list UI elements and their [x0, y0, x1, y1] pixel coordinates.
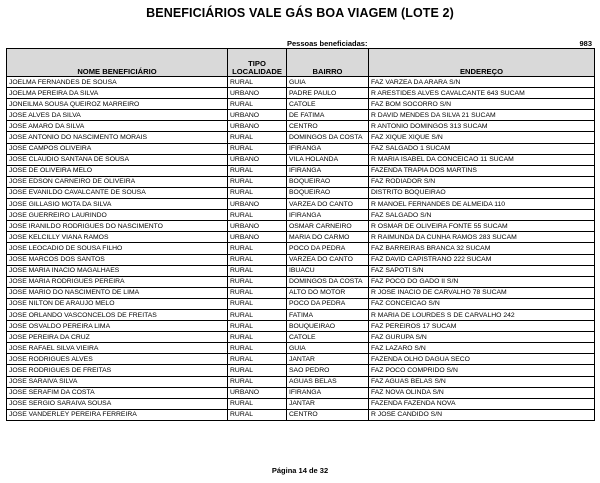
cell-neighborhood: SAO PEDRO	[287, 365, 369, 376]
table-row	[7, 88, 595, 99]
cell-neighborhood: BOQUEIRAO	[287, 187, 369, 198]
cell-name: JOSE ORLANDO VASCONCELOS DE FREITAS	[7, 309, 228, 320]
cell-neighborhood: IFIRANGA	[287, 387, 369, 398]
cell-locality: RURAL	[228, 298, 287, 309]
cell-name: JOSE CLAUDIO SANTANA DE SOUSA	[7, 154, 228, 165]
cell-locality: RURAL	[228, 254, 287, 265]
cell-locality: RURAL	[228, 309, 287, 320]
cell-address: FAZ SAPOTI S/N	[369, 265, 595, 276]
cell-address: R OSMAR DE OLIVEIRA FONTE 55 SUCAM	[369, 221, 595, 232]
table-row	[7, 332, 595, 343]
cell-name: JOELMA FERNANDES DE SOUSA	[7, 77, 228, 88]
table-row	[7, 143, 595, 154]
cell-locality: URBANO	[228, 199, 287, 210]
cell-locality: RURAL	[228, 332, 287, 343]
cell-name: JOSE SERAFIM DA COSTA	[7, 387, 228, 398]
cell-locality: RURAL	[228, 265, 287, 276]
cell-neighborhood: GUIA	[287, 343, 369, 354]
table-row	[7, 309, 595, 320]
cell-locality: URBANO	[228, 110, 287, 121]
cell-neighborhood: BOUQUEIRAO	[287, 321, 369, 332]
cell-name: JOSE RAFAEL SILVA VIEIRA	[7, 343, 228, 354]
table-row	[7, 121, 595, 132]
cell-name: JOSE AMARO DA SILVA	[7, 121, 228, 132]
cell-neighborhood: POCO DA PEDRA	[287, 298, 369, 309]
cell-locality: RURAL	[228, 287, 287, 298]
cell-address: R RAIMUNDA DA CUNHA RAMOS 283 SUCAM	[369, 232, 595, 243]
cell-name: JOSE DE OLIVEIRA MELO	[7, 165, 228, 176]
cell-locality: RURAL	[228, 77, 287, 88]
table-row	[7, 365, 595, 376]
table-row	[7, 287, 595, 298]
cell-name: JOSE SARAIVA SILVA	[7, 376, 228, 387]
cell-locality: RURAL	[228, 176, 287, 187]
cell-address: FAZENDA TRAPIA DOS MARTINS	[369, 165, 595, 176]
cell-locality: URBANO	[228, 232, 287, 243]
cell-address: FAZENDA OLHO DAGUA SECO	[369, 354, 595, 365]
cell-address: R JOSE INACIO DE CARVALHO 78 SUCAM	[369, 287, 595, 298]
cell-neighborhood: JANTAR	[287, 398, 369, 409]
cell-locality: RURAL	[228, 165, 287, 176]
cell-neighborhood: VARZEA DO CANTO	[287, 199, 369, 210]
cell-name: JOSE KELCILLY VIANA RAMOS	[7, 232, 228, 243]
cell-address: FAZ NOVA OLINDA S/N	[369, 387, 595, 398]
cell-locality: RURAL	[228, 376, 287, 387]
table-row	[7, 187, 595, 198]
cell-address: R ARESTIDES ALVES CAVALCANTE 643 SUCAM	[369, 88, 595, 99]
table-row	[7, 398, 595, 409]
cell-neighborhood: CATOLE	[287, 99, 369, 110]
cell-address: FAZ POCO DO GADO II S/N	[369, 276, 595, 287]
beneficiaries-table	[6, 48, 595, 421]
cell-address: FAZ POCO COMPRIDO S/N	[369, 365, 595, 376]
cell-address: FAZ SALGADO S/N	[369, 210, 595, 221]
cell-name: JOSE SERGIO SARAIVA SOUSA	[7, 398, 228, 409]
cell-neighborhood: DE FATIMA	[287, 110, 369, 121]
cell-name: JOSE MARIO DO NASCIMENTO DE LIMA	[7, 287, 228, 298]
table-row	[7, 321, 595, 332]
cell-name: JOSE MARIA INACIO MAGALHAES	[7, 265, 228, 276]
cell-locality: RURAL	[228, 343, 287, 354]
cell-address: R MARIA DE LOURDES S DE CARVALHO 242	[369, 309, 595, 320]
cell-neighborhood: IBUACU	[287, 265, 369, 276]
cell-locality: RURAL	[228, 398, 287, 409]
cell-address: R ANTONIO DOMINGOS 313 SUCAM	[369, 121, 595, 132]
table-row	[7, 232, 595, 243]
table-row	[7, 165, 595, 176]
cell-neighborhood: BOQUEIRAO	[287, 176, 369, 187]
cell-address: FAZ CONCEICAO S/N	[369, 298, 595, 309]
table-row	[7, 265, 595, 276]
cell-locality: RURAL	[228, 143, 287, 154]
cell-name: JONEILMA SOUSA QUEIROZ MARREIRO	[7, 99, 228, 110]
cell-name: JOSE VANDERLEY PEREIRA FERREIRA	[7, 409, 228, 420]
cell-name: JOSE CAMPOS OLIVEIRA	[7, 143, 228, 154]
cell-neighborhood: DOMINGOS DA COSTA	[287, 132, 369, 143]
cell-name: JOSE PEREIRA DA CRUZ	[7, 332, 228, 343]
cell-neighborhood: VILA HOLANDA	[287, 154, 369, 165]
cell-locality: URBANO	[228, 88, 287, 99]
table-row	[7, 387, 595, 398]
cell-name: JOSE RODRIGUES ALVES	[7, 354, 228, 365]
cell-name: JOSE GILLASIO MOTA DA SILVA	[7, 199, 228, 210]
table-row	[7, 376, 595, 387]
cell-neighborhood: OSMAR CARNEIRO	[287, 221, 369, 232]
cell-name: JOSE OSVALDO PEREIRA LIMA	[7, 321, 228, 332]
cell-neighborhood: VARZEA DO CANTO	[287, 254, 369, 265]
cell-locality: RURAL	[228, 321, 287, 332]
cell-neighborhood: PADRE PAULO	[287, 88, 369, 99]
table-row	[7, 409, 595, 420]
cell-name: JOSE EVANILDO CAVALCANTE DE SOUSA	[7, 187, 228, 198]
cell-name: JOSE MARCOS DOS SANTOS	[7, 254, 228, 265]
cell-address: FAZ LAZARO S/N	[369, 343, 595, 354]
document-title: BENEFICIÁRIOS VALE GÁS BOA VIAGEM (LOTE 2)	[146, 6, 454, 20]
cell-neighborhood: AGUAS BELAS	[287, 376, 369, 387]
cell-name: JOSE MARIA RODRIGUES PEREIRA	[7, 276, 228, 287]
beneficiaries-count: 983	[579, 39, 592, 48]
cell-neighborhood: IFIRANGA	[287, 210, 369, 221]
cell-neighborhood: CATOLE	[287, 332, 369, 343]
cell-locality: RURAL	[228, 132, 287, 143]
cell-neighborhood: CENTRO	[287, 409, 369, 420]
cell-neighborhood: MARIA DO CARMO	[287, 232, 369, 243]
cell-neighborhood: DOMINGOS DA COSTA	[287, 276, 369, 287]
cell-name: JOSE EDSON CARNEIRO DE OLIVEIRA	[7, 176, 228, 187]
cell-name: JOELMA PEREIRA DA SILVA	[7, 88, 228, 99]
cell-neighborhood: ALTO DO MOTOR	[287, 287, 369, 298]
cell-neighborhood: GUIA	[287, 77, 369, 88]
cell-locality: RURAL	[228, 276, 287, 287]
cell-neighborhood: JANTAR	[287, 354, 369, 365]
cell-neighborhood: CENTRO	[287, 121, 369, 132]
cell-locality: RURAL	[228, 354, 287, 365]
table-row	[7, 132, 595, 143]
table-row	[7, 354, 595, 365]
beneficiaries-label: Pessoas beneficiadas:	[287, 39, 368, 48]
table-row	[7, 99, 595, 110]
column-header-locality-line2: LOCALIDADE	[232, 67, 282, 76]
column-header-address: ENDEREÇO	[369, 49, 595, 77]
column-header-locality	[228, 49, 287, 77]
table-row	[7, 110, 595, 121]
table-row	[7, 154, 595, 165]
cell-address: R MARIA ISABEL DA CONCEICAO 11 SUCAM	[369, 154, 595, 165]
cell-neighborhood: IFIRANGA	[287, 165, 369, 176]
table-row	[7, 243, 595, 254]
page-number: Página 14 de 32	[271, 466, 329, 475]
cell-locality: RURAL	[228, 99, 287, 110]
cell-address: FAZ VARZEA DA ARARA S/N	[369, 77, 595, 88]
cell-locality: URBANO	[228, 387, 287, 398]
table-row	[7, 210, 595, 221]
cell-locality: URBANO	[228, 221, 287, 232]
cell-address: FAZENDA FAZENDA NOVA	[369, 398, 595, 409]
cell-neighborhood: IFIRANGA	[287, 143, 369, 154]
table-header-row	[7, 49, 595, 77]
cell-locality: RURAL	[228, 210, 287, 221]
cell-address: FAZ AGUAS BELAS S/N	[369, 376, 595, 387]
cell-address: FAZ PEREIROS 17 SUCAM	[369, 321, 595, 332]
cell-address: DISTRITO BOQUEIRAO	[369, 187, 595, 198]
column-header-neighborhood: BAIRRO	[287, 49, 369, 77]
table-row	[7, 199, 595, 210]
cell-address: FAZ SALGADO 1 SUCAM	[369, 143, 595, 154]
table-row	[7, 176, 595, 187]
table-row	[7, 298, 595, 309]
cell-address: FAZ DAVID CAPISTRANO 222 SUCAM	[369, 254, 595, 265]
cell-locality: RURAL	[228, 243, 287, 254]
cell-locality: RURAL	[228, 365, 287, 376]
table-row	[7, 221, 595, 232]
cell-locality: RURAL	[228, 409, 287, 420]
cell-name: JOSE GUERREIRO LAURINDO	[7, 210, 228, 221]
column-header-name: NOME BENEFICIÁRIO	[7, 49, 228, 77]
column-header-locality-line1: TIPO	[248, 59, 266, 68]
cell-name: JOSE NILTON DE ARAUJO MELO	[7, 298, 228, 309]
cell-name: JOSE LEOCADIO DE SOUSA FILHO	[7, 243, 228, 254]
cell-address: FAZ BOM SOCORRO S/N	[369, 99, 595, 110]
cell-name: JOSE RODRIGUES DE FREITAS	[7, 365, 228, 376]
cell-neighborhood: POCO DA PEDRA	[287, 243, 369, 254]
table-row	[7, 276, 595, 287]
cell-locality: RURAL	[228, 187, 287, 198]
table-body	[7, 77, 595, 421]
cell-name: JOSE ALVES DA SILVA	[7, 110, 228, 121]
cell-neighborhood: FATIMA	[287, 309, 369, 320]
table-row	[7, 254, 595, 265]
cell-name: JOSE IRANILDO RODRIGUES DO NASCIMENTO	[7, 221, 228, 232]
cell-address: R MANOEL FERNANDES DE ALMEIDA 110	[369, 199, 595, 210]
cell-address: FAZ BARREIRAS BRANCA 32 SUCAM	[369, 243, 595, 254]
table-row	[7, 343, 595, 354]
cell-locality: URBANO	[228, 121, 287, 132]
table-row	[7, 77, 595, 88]
cell-address: FAZ XIQUE XIQUE S/N	[369, 132, 595, 143]
cell-address: R DAVID MENDES DA SILVA 21 SUCAM	[369, 110, 595, 121]
cell-address: FAZ GURUPA S/N	[369, 332, 595, 343]
cell-address: FAZ RODIADOR S/N	[369, 176, 595, 187]
cell-address: R JOSE CANDIDO S/N	[369, 409, 595, 420]
cell-name: JOSE ANTONIO DO NASCIMENTO MORAIS	[7, 132, 228, 143]
cell-locality: URBANO	[228, 154, 287, 165]
